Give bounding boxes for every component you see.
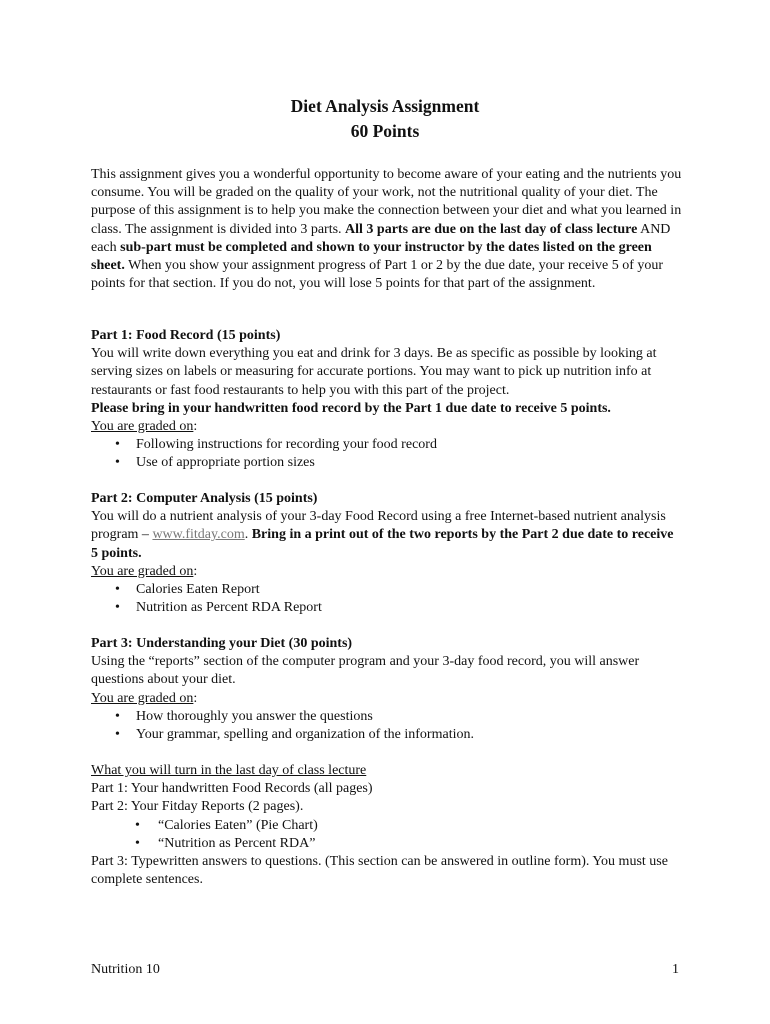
part3-text: Using the “reports” section of the computer program and your 3-day food record, you will answer questions about your diet. [91,654,640,688]
list-item: • Nutrition as Percent RDA Report [115,599,683,617]
part1-graded-colon: : [193,419,198,435]
part2-period: . [244,527,252,543]
intro-text-3: When you show your assignment progress of Part 1 or 2 by the due date, your receive 5 of your points for that section. If you do not, you will lose 5 points for that part of the assignment. [91,258,664,292]
turn-in-bullet-list [91,817,683,853]
part3-graded-label: You are graded on [91,690,194,706]
intro-bold-1: All 3 parts are due on the last day of class lecture [345,221,638,237]
footer-course-name: Nutrition 10 [91,962,160,977]
turn-in-part1: Part 1: Your handwritten Food Records (all pages) [91,781,373,797]
turn-in-heading: What you will turn in the last day of class lecture [91,763,367,778]
list-item: • How thoroughly you answer the questions [115,708,683,726]
part1-text: You will write down everything you eat and drink for 3 days. Be as specific as possible by looking at serving sizes on labels or measuring for accurate portions. You may want to pick up nutrition info at restaurants or fast food restaurants to help you with this part of the project. [91,346,657,398]
part2-graded-colon: : [193,563,198,579]
part3-bullet-list [91,708,683,744]
document-subtitle-points: 60 Points [350,121,420,141]
list-item: • Use of appropriate portion sizes [115,454,683,472]
turn-in-section [91,762,683,889]
part1-section [91,327,683,473]
part1-bullet-list [91,436,683,472]
part1-graded-label: You are graded on [91,419,194,435]
footer-page-number: 1 [672,962,679,977]
turn-in-part3: Part 3: Typewritten answers to questions. (This section can be answered in outline form). You must use complete sentences. [91,854,668,888]
list-item: • “Nutrition as Percent RDA” [135,835,683,853]
part3-section [91,635,683,744]
list-item: • “Calories Eaten” (Pie Chart) [135,817,683,835]
part2-bullet-list [91,581,683,617]
turn-in-part2: Part 2: Your Fitday Reports (2 pages). [91,799,304,815]
part1-bold-text: lease bring in your handwritten food record by the Part 1 due date to receive 5 points. [99,400,611,416]
fitday-link[interactable]: www.fitday.com [152,527,245,543]
intro-text-1: This assignment gives you a wonderful opportunity to become aware of your eating and the nutrients you consume. You will be graded on the quality of your work, not the nutritional quality of your diet. The purpose of this assignment is to help you make the connection between your diet and what you learned in class. The assignment is divided into 3 parts. [91,167,682,237]
part1-bold-first-letter: P [91,400,100,416]
list-item: • Following instructions for recording your food record [115,436,683,454]
intro-paragraph [91,166,683,293]
part2-graded-label: You are graded on [91,563,194,579]
part3-heading: Part 3: Understanding your Diet (30 points) [91,636,353,651]
list-item: • Calories Eaten Report [115,581,683,599]
part1-heading: Part 1: Food Record (15 points) [91,328,281,343]
part2-heading: Part 2: Computer Analysis (15 points) [91,491,318,506]
part2-bold-text: Bring in a print out of the two reports by the Part 2 due date to receive 5 points. [91,527,674,561]
document-title: Diet Analysis Assignment [290,96,480,116]
list-item: • Your grammar, spelling and organization of the information. [115,726,683,744]
part3-graded-colon: : [193,690,198,706]
part2-section [91,490,683,617]
intro-bold-2: sub-part must be completed and shown to your instructor by the dates listed on the green sheet. [91,239,652,274]
part2-text: You will do a nutrient analysis of your 3-day Food Record using a free Internet-based nutrient analysis program – [91,509,666,543]
intro-text-2: AND each [91,221,671,255]
